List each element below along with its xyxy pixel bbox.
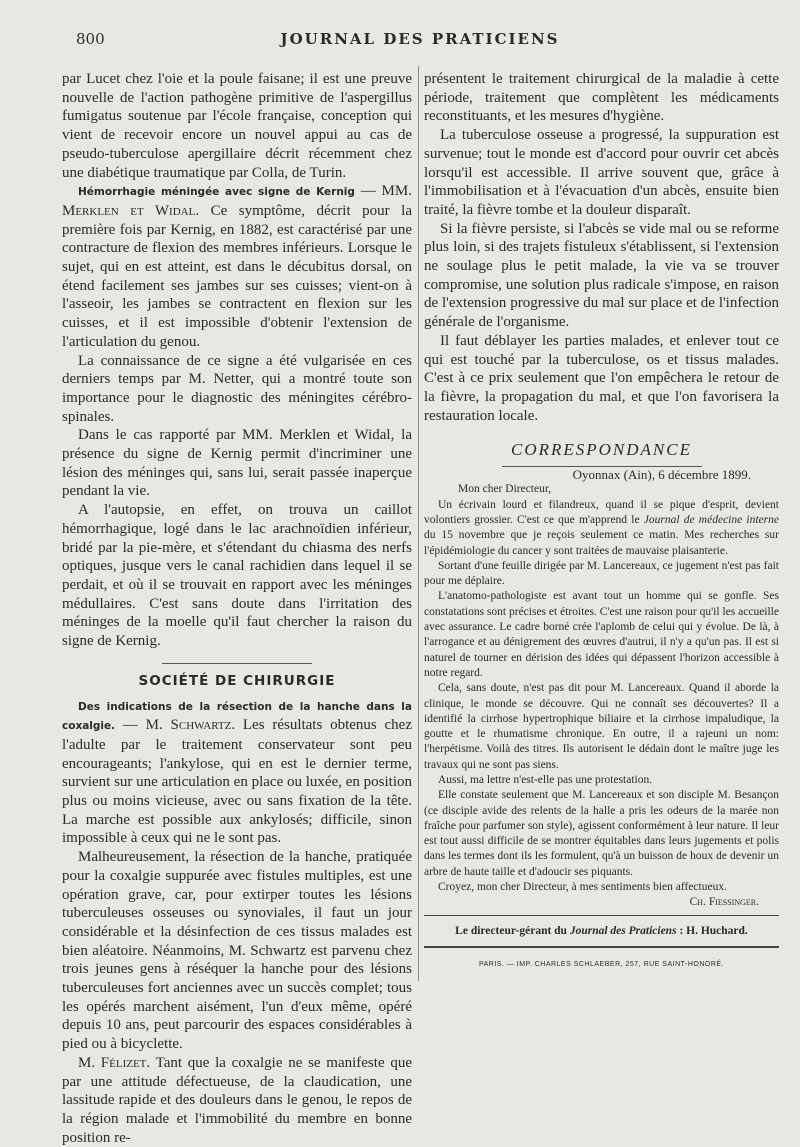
kernig-paragraph <box>62 182 412 351</box>
paragraph: Malheureusement, la résection de la hanche, pratiquée pour la coxalgie suppurée avec fistules multiples, est une opération grave, car, pour extirper toutes les lésions tuberculeuses osseuses ou synoviales, il faut un jour considérable et la désinfection de ces tissus malades est bien aléatoire. Néanmoins, M. Schwartz est parvenu chez trois jeunes gens à réséquer la hanche pour des lésions tuberculeuses fort anciennes avec un succès complet; tous les opérés marchent aisément, l'un d'eux même, opéré depuis 10 ans, peut parcourir des espaces considérables à pied ou à bicyclette. <box>62 849 412 1053</box>
printer-rule <box>424 946 779 948</box>
kernig-authors: — MM. Merklen et Widal. <box>62 183 412 219</box>
right-column <box>424 70 779 975</box>
paragraph: A l'autopsie, en effet, on trouva un caillot hémorrhagique, logé dans le lac arachnoïdien inférieur, bridé par la pie-mère, et s'étendant du chiasma des nerfs optiques, jusque vers le canal rachidien dans lequel il se perdait, et où il se trouvait en rapport avec les méninges médullaires. C'est sans doute dans l'irritation des méninges de la moelle qu'il faut chercher la raison du signe de Kernig. <box>62 502 412 650</box>
paragraph: Si la fièvre persiste, si l'abcès se vide mal ou se reforme plus loin, si des trajets fistuleux s'établissent, si l'extension ne soulage plus le petit malade, la vie va se trouver compromise, une solution plus radicale s'impose, en raison de l'extension progressive du mal sur place et de l'infection générale de l'organisme. <box>424 220 779 331</box>
letter-paragraph: Sortant d'une feuille dirigée par M. Lancereaux, ce jugement n'est pas fait pour me déplaire. <box>424 559 779 588</box>
paragraph: Il faut déblayer les parties malades, et enlever tout ce qui est touché par la tuberculose, os et tissus malades. C'est à ce prix seulement que l'on empêchera le retour de la fièvre, la propagation du mal, et que l'on favorisera la restauration locale. <box>424 332 779 424</box>
director-name: : H. Huchard. <box>676 924 748 937</box>
letter-signature: Ch. Fiessinger. <box>689 896 759 909</box>
letter-salutation: Mon cher Directeur, <box>458 483 552 496</box>
letter-paragraph: Croyez, mon cher Directeur, à mes sentiments bien affectueux. <box>438 881 727 894</box>
section-separator <box>162 663 312 664</box>
section-title-chirurgie: SOCIÉTÉ DE CHIRURGIE <box>138 672 336 689</box>
letter-paragraph <box>424 498 779 559</box>
letter-text: Un écrivain lourd et filandreux, quand il se pique d'esprit, devient volontiers grossier. C'est ce que m'apprend le <box>424 498 779 526</box>
paragraph: par Lucet chez l'oie et la poule faisane; il est une preuve nouvelle de l'action pathogène primitive de l'aspergillus fumigatus soutenue par l'école française, conception qui vient de recevoir encore un nouvel appui au cas de pseudo-tuberculose apergillaire décrit récemment chez une diabétique traumatique par Colla, de Turin. <box>62 71 412 181</box>
letter <box>424 467 779 911</box>
journal-title: JOURNAL DES PRATICIENS <box>280 30 560 48</box>
director-text: Le directeur-gérant du <box>455 924 570 937</box>
footer-rule <box>424 915 779 916</box>
left-column <box>62 70 412 1147</box>
letter-paragraph: Cela, sans doute, n'est pas dit pour M. Lancereaux. Quand il aborde la clinique, le monde se découvre. Qui ne connaît ses découvertes? Il a identifié la cirrhose hypertrophique biliaire et la cirrhose impaludique, la goutte et le rhumatisme chronique. En outre, il a rajeuni un nom: l'herpétisme. Voilà des titres. Ils autorisent le dédain dont le maître juge les travaux qui ne sont pas siens. <box>424 682 779 771</box>
kernig-text: Ce symptôme, décrit pour la première fois par Kernig, en 1882, est caractérisé par une contracture de flexion des membres inférieurs. Lorsque le sujet, qui en est atteint, est dans le décubitus dorsal, on étend facilement ses jambes sur ses cuisses; vient-on à l'asseoir, les jambes se contractent en flexion sur les cuisses, et il est impossible d'obtenir l'extension de l'articulation du genou. <box>62 202 412 350</box>
paragraph: Dans le cas rapporté par MM. Merklen et Widal, la présence du signe de Kernig permit d'incriminer une lésion des méninges qui, sans lui, serait passée inaperçue pendant la vie. <box>62 427 412 500</box>
director-journal: Journal des Praticiens <box>569 924 677 937</box>
letter-paragraph: Elle constate seulement que M. Lancereaux et son disciple M. Besançon (ce disciple avide des relents de la halle a pris les odeurs de la marée non fraîche pour parfumer son style), agissent conformément à leur nature. Il leur est tout aussi difficile de se montrer équitables dans leurs jugements et polis dans les termes dont ils les formulent, qu'à un buisson de houx de devenir un arbre de haute taille et d'adoucir ses piquants. <box>424 789 779 878</box>
section-title-correspondance: CORRESPONDANCE <box>511 440 692 460</box>
journal-reference: Journal de médecine interne <box>643 513 779 526</box>
resection-paragraph <box>62 697 412 849</box>
paragraph: présentent le traitement chirurgical de la maladie à cette période, traitement que complètent les médicaments reconstituants, et les mesures d'hygiène. <box>424 71 779 125</box>
column-divider <box>418 66 419 981</box>
felizet-paragraph <box>62 1054 412 1147</box>
felizet-text: Tant que la coxalgie ne se manifeste que par une attitude défectueuse, de la claudication, une lassitude rapide et des douleurs dans le genou, le repos de la région malade et l'immobilité du membre en bonne position re- <box>62 1054 412 1146</box>
page-header <box>60 30 780 54</box>
kernig-title: Hémorrhagie méningée avec signe de Kernig <box>78 186 355 199</box>
printer-line: PARIS. — IMP. CHARLES SCHLAEBER, 257, RUE SAINT-HONORÉ. <box>478 961 725 969</box>
paragraph: La connaissance de ce signe a été vulgarisée en ces derniers temps par M. Netter, qui a montré toute son importance pour le diagnostic des méningites cérébro-spinales. <box>62 352 412 425</box>
letter-text: du 15 novembre que je reçois seulement ce matin. Mes recherches sur l'épidémiologie du cancer y sont traitées de mauvaise plaisanterie. <box>424 529 779 557</box>
director-line <box>424 922 779 941</box>
letter-paragraph: L'anatomo-pathologiste est avant tout un homme qui se gonfle. Ses constatations sont précises et étroites. C'est une raison pour qu'il les accueille avec assurance. Le cadre borné crée l'aplomb de celui qui y évolue. De là, à l'arrogance et au dénigrement des œuvres d'autrui, il n'y a qu'un pas. Il est si naturel de tourner en dérision des idées qui dépassent l'horizon accessible à notre regard. <box>424 590 779 679</box>
resection-title: Des indications de la résection de la hanche dans la coxalgie. <box>62 700 412 733</box>
page-number: 800 <box>76 30 105 48</box>
letter-paragraph: Aussi, ma lettre n'est-elle pas une protestation. <box>438 774 653 786</box>
letter-date: Oyonnax (Ain), 6 décembre 1899. <box>572 467 751 483</box>
felizet-name: M. Félizet. <box>78 1054 151 1071</box>
resection-author: — M. Schwartz. <box>115 717 236 734</box>
paragraph: La tuberculose osseuse a progressé, la suppuration est survenue; tout le monde est d'accord pour ouvrir cet abcès lorsqu'il est accessible. Il arrive souvent que, grâce à l'immobilisation et à l'évacuation d'un abcès, ensuite bien traité, la fièvre tombe et la douleur disparaît. <box>424 127 779 218</box>
resection-text: Les résultats obtenus chez l'adulte par le traitement conservateur sont peu encourageants; l'ankylose, qui en est le dernier terme, survient sur une articulation en place ou luxée, en position plus ou moins vicieuse, avec ou sans fixation de la tête. La marche est possible aux ankylosés; difficile, sinon impossible à ceux qui ne le sont pas. <box>62 717 412 847</box>
